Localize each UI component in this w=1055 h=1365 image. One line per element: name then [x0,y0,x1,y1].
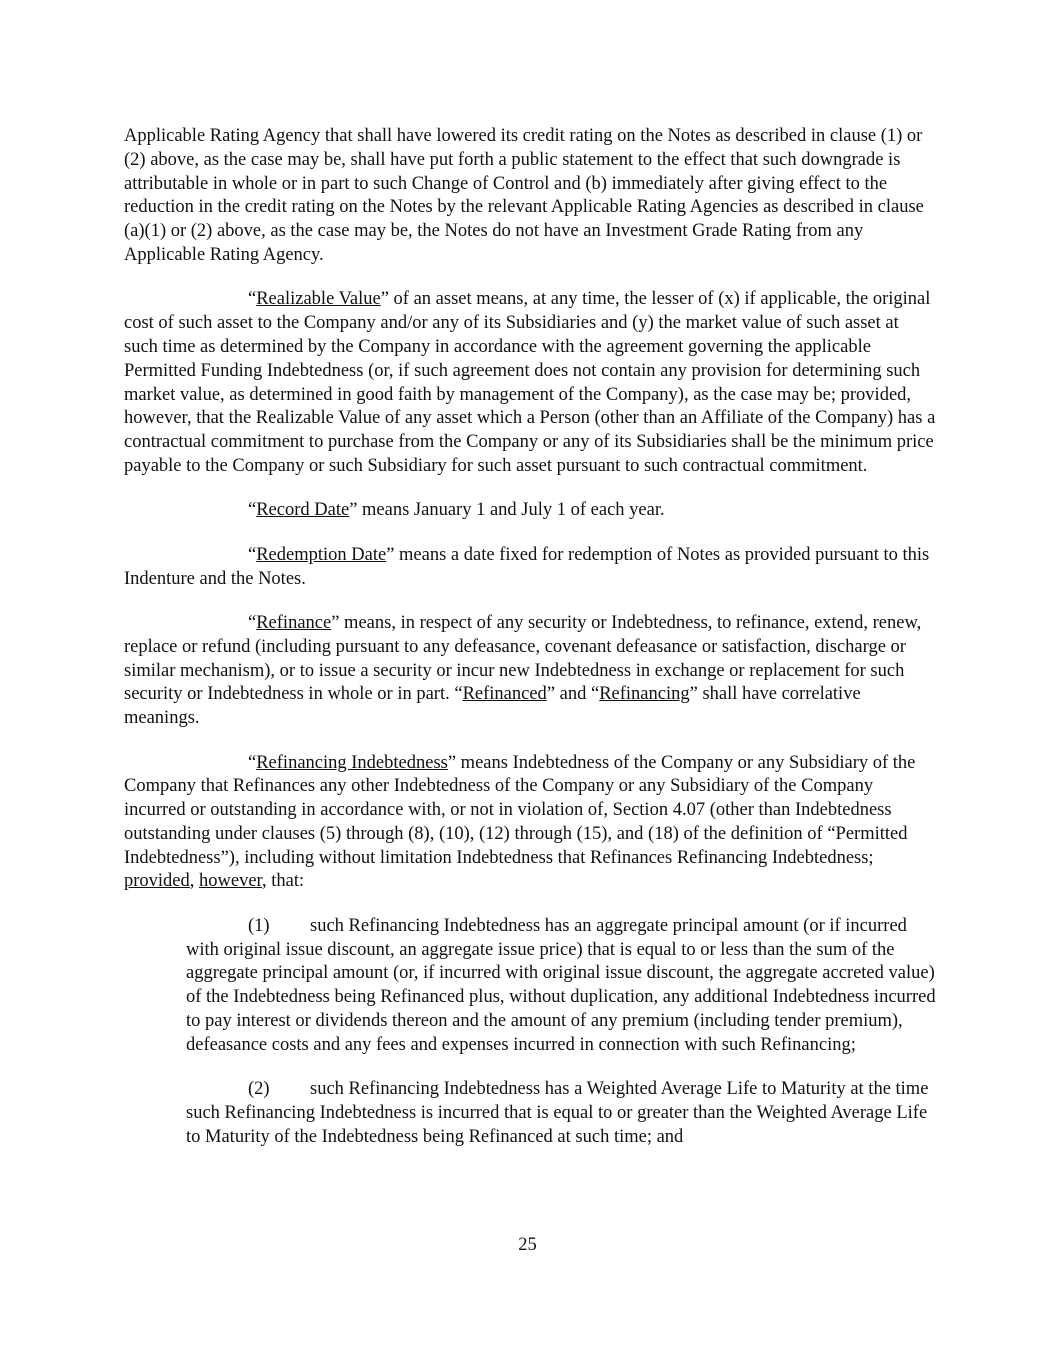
list-item [186,1078,936,1149]
open-quote: “ [248,289,257,310]
definition-refinancing-indebtedness [124,752,936,895]
definition-text: ” means January 1 and July 1 of each year. [349,500,665,521]
definition-redemption-date [124,544,936,592]
term-refinancing-indebtedness: Refinancing Indebtedness [256,752,448,773]
term-however: however [199,871,262,892]
paragraph-rating-agency: Applicable Rating Agency that shall have lowered its credit rating on the Notes as described in clause (1) or (2) above, as the case may be, shall have put forth a public statement to the effect that such downgrade is attributable in whole or in part to such Change of Control and (b) immediately after giving effect to the reduction in the credit rating on the Notes by the relevant Applicable Rating Agencies as described in clause (a)(1) or (2) above, as the case may be, the Notes do not have an Investment Grade Rating from any Applicable Rating Agency. [124,126,924,265]
page-number: 25 [518,1235,537,1255]
item-number: (2) [248,1079,270,1100]
definition-text-end: ” shall have correlative meanings. [124,684,861,729]
item-number: (1) [248,915,270,936]
term-refinanced: Refinanced [462,684,547,705]
definition-refinance [124,612,936,731]
definition-text: ” means, in respect of any security or Indebtedness, to refinance, extend, renew, replace or refund (including pursuant to any defeasance, covenant defeasance or satisfaction, discharge or similar mechanism), or to issue a security or incur new Indebtedness in exchange or replacement for such security or Indebtedness in whole or in part. “ [124,612,922,705]
definition-text: ” means Indebtedness of the Company or any Subsidiary of the Company that Refinances any other Indebtedness of the Company or any Subsidiary of the Company incurred or outstanding in accordance with, or not in violation of, Section 4.07 (other than Indebtedness outstanding under clauses (5) through (8), (10), (12) through (15), and (18) of the definition of “Permitted Indebtedness”), including without limitation Indebtedness that Refinances Refinancing Indebtedness; [124,752,916,868]
item-text: such Refinancing Indebtedness has an aggregate principal amount (or if incurred with original issue discount, an aggregate issue price) that is equal to or less than the sum of the aggregate principal amount (or, if incurred with original issue discount, the aggregate accreted value) of the Indebtedness being Refinanced plus, without duplication, any additional Indebtedness incurred to pay interest or dividends thereon and the amount of any premium (including tender premium), defeasance costs and any fees and expenses incurred in connection with such Refinancing; [186,915,936,1055]
definition-realizable-value [124,288,936,478]
open-quote: “ [248,500,257,521]
definition-text-mid: ” and “ [546,684,600,705]
open-quote: “ [248,752,257,773]
term-record-date: Record Date [256,500,350,521]
term-refinance: Refinance [256,612,332,633]
term-provided: provided [124,871,190,892]
definition-text-end: , that: [261,871,305,892]
list-item [186,915,936,1058]
definition-text: ” of an asset means, at any time, the lesser of (x) if applicable, the original cost of such asset to the Company and/or any of its Subsidiaries and (y) the market value of such asset at such time as determined by the Company in accordance with the agreement governing the applicable Permitted Funding Indebtedness (or, if such agreement does not contain any provision for determining such market value, as determined in good faith by management of the Company), as the case may be; provided, however, that the Realizable Value of any asset which a Person (other than an Affiliate of the Company) has a contractual commitment to purchase from the Company or any of its Subsidiaries shall be the minimum price payable to the Company or such Subsidiary for such asset pursuant to such contractual commitment. [124,289,936,476]
document-page [124,125,936,1170]
definition-text: ” means a date fixed for redemption of Notes as provided pursuant to this Indenture and the Notes. [124,544,930,589]
item-text: such Refinancing Indebtedness has a Weighted Average Life to Maturity at the time such Refinancing Indebtedness is incurred that is equal to or greater than the Weighted Average Life to Maturity of the Indebtedness being Refinanced at such time; and [186,1079,929,1147]
term-refinancing: Refinancing [599,684,690,705]
term-realizable-value: Realizable Value [256,289,381,310]
open-quote: “ [248,612,257,633]
open-quote: “ [248,544,257,565]
comma: , [189,871,200,892]
term-redemption-date: Redemption Date [256,544,387,565]
definition-record-date [124,499,936,523]
